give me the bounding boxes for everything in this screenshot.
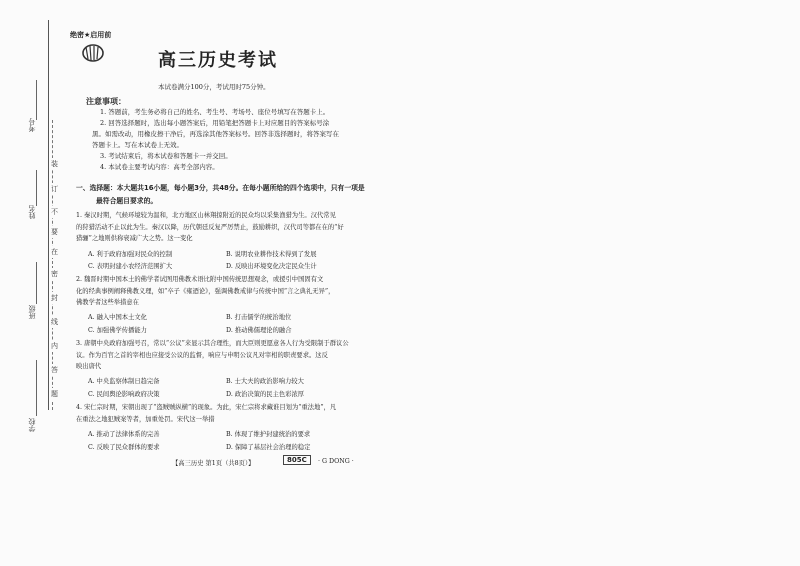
logo-icon [80,42,106,64]
question-stem-line: 化的经典事例阐释佛教义理，如“卒子《雍迺论》，强调佛教戒律与传统中国“言之典礼无异”， [76,287,335,295]
option-c[interactable]: C. 民间舆论影响政府决策 [88,391,160,398]
notes-title: 注意事项： [86,97,126,106]
question-stem-line: 在重法之地犯贼案等者，加重处罚。宋代这一举措 [76,415,215,423]
note-item: 2. 回答选择题时，选出每小题答案后，用铅笔把答题卡上对应题目的答案标号涂 [100,119,330,127]
binding-underline [36,262,37,304]
seal-char: 线 [51,318,58,326]
secret-label: 绝密★启用前 [70,31,112,39]
note-item: 答题卡上。写在本试卷上无效。 [92,141,183,149]
option-a[interactable]: A. 融入中国本土文化 [88,314,147,321]
question-stem-line: 映出唐代 [76,363,102,370]
option-c[interactable]: C. 反映了民众群体的要求 [88,444,160,451]
page-footer-label: 【高三历史 第1页（共8页）】 [172,460,255,467]
option-b[interactable]: B. 说明农业耕作技术得到了发展 [226,251,317,258]
option-b[interactable]: B. 体现了维护封建统治的要求 [226,431,311,438]
section-heading-line: 最符合题目要求的。 [96,197,158,205]
binding-label-xuexiao: 学校 [28,418,36,432]
option-d[interactable]: D. 保障了基层社会治理的稳定 [226,444,311,451]
question-stem-line: 2. 魏晋时期中国本土的佛学者试图用佛教术语比附中国传统思想观念，或援引中国固有文 [76,276,324,283]
question-stem-line: 4. 宋仁宗时期，宋朝出现了“盗贼贼纵横”的现象。为此，宋仁宗将求藏谁目划为“重法地”，凡 [76,404,337,411]
seal-char: 题 [51,390,58,398]
note-item: 黑。如需改动，用橡皮擦干净后，再选涂其他答案标号。回答非选择题时，将答案写在 [92,130,339,138]
option-d[interactable]: D. 推动佛儒理论的融合 [226,327,292,334]
binding-underline [36,170,37,206]
question-stem-line: 的狩猎活动不止以此为生。秦汉以降，历代朝廷反复严厉禁止，鼓励耕织，汉代司等都在在的“好 [76,223,344,231]
question-1 [76,210,436,245]
binding-underline [36,360,37,416]
section-heading-line: 一、选择题：本大题共16小题，每小题3分，共48分。在每小题所给的四个选项中，只有一项是 [76,184,365,192]
seal-char: 不 [51,208,58,216]
option-c[interactable]: C. 表明封建小农经济范围扩大 [88,263,173,270]
seal-char: 订 [51,185,58,193]
note-item: 4. 本试卷主要考试内容：高考全部内容。 [100,163,219,171]
seal-char: 答 [51,366,58,374]
option-a[interactable]: A. 推动了法律体系的完善 [88,431,160,438]
seal-char: 封 [51,294,58,302]
question-stem-line: 议。作为百官之首的宰相也应接受公议的监督，响应与申明公议凡对宰相的职责要求。这反 [76,351,328,359]
section-heading [76,182,436,208]
option-d[interactable]: D. 政治决策的民主色彩浓厚 [226,391,305,398]
note-item: 1. 答题前，考生务必将自己的姓名、考生号、考场号、座位号填写在答题卡上。 [100,108,330,116]
seal-char: 要 [51,228,58,236]
seal-char: 在 [51,248,58,256]
publisher-mark: · G DONG · [318,458,354,465]
page-title: 高三历史考试 [158,50,278,71]
question-stem-line: 猎骊”之地则供称衰减广大之势。这一变化 [76,235,193,242]
option-a[interactable]: A. 中央监察体制日趋完备 [88,378,160,385]
seal-char: 内 [51,342,58,350]
score-line: 本试卷满分100分，考试用时75分钟。 [158,83,270,91]
binding-label-xingming: 姓名 [28,205,36,219]
seal-char: 装 [51,160,58,168]
binding-label-kaohao: 考号 [28,118,36,132]
question-stem-line: 3. 唐朝中央政府加强号召，常以“公议”来显示其合理性，而大臣则更愿意各人行为受限制于群议公 [76,340,349,347]
binding-line [48,20,49,410]
question-stem-line: 佛教学者这些举措意在 [76,299,139,306]
option-c[interactable]: C. 加强佛学传播能力 [88,327,147,334]
seal-char: 密 [51,270,58,278]
question-stem-line: 1. 秦汉时期，气候环境较为温和，北方地区山林翔掠附近的民众均以采集渔猎为生。汉代常见 [76,212,336,219]
binding-label-banji: 班级 [28,305,36,319]
option-a[interactable]: A. 利于政府加强对民众的控制 [88,251,173,258]
option-d[interactable]: D. 反映出环境变化决定民众生计 [226,263,317,270]
option-b[interactable]: B. 打击儒学的统治地位 [226,314,292,321]
binding-underline [36,80,37,120]
question-2 [76,274,436,309]
question-4 [76,402,436,425]
question-3 [76,338,436,373]
note-item: 3. 考试结束后，将本试卷和答题卡一并交回。 [100,152,232,160]
paper-code-badge: 805C [283,455,311,465]
option-b[interactable]: B. 士大夫的政治影响力较大 [226,378,304,385]
